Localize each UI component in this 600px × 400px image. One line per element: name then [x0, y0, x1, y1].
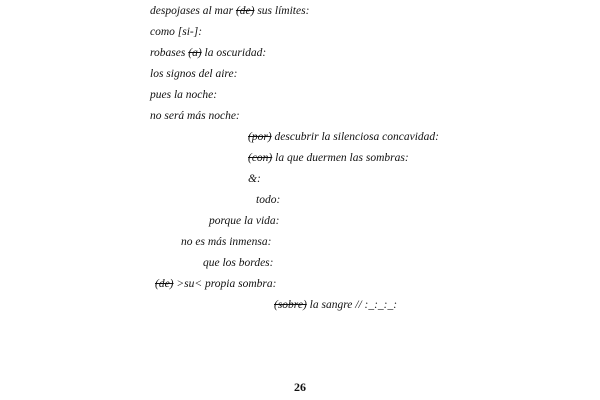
line-14-strikethrough: (de) — [155, 278, 174, 290]
poem-line-4 — [150, 67, 237, 81]
line-13-text: que los bordes: — [203, 257, 274, 269]
poem-line-3 — [150, 46, 266, 60]
line-15-strikethrough: (sobre) — [274, 299, 307, 311]
line-12-text: no es más inmensa: — [181, 236, 272, 248]
poem-line-6 — [150, 109, 240, 123]
line-9-text: &: — [248, 173, 261, 185]
line-11-text: porque la vida: — [209, 215, 280, 227]
page-number: 26 — [294, 380, 306, 394]
poem-line-7 — [248, 130, 439, 144]
poem-line-8 — [248, 151, 409, 165]
poem-line-13 — [203, 256, 273, 270]
line-3-text-a: robases — [150, 47, 189, 59]
line-7-text: descubrir la silenciosa concavidad: — [271, 131, 439, 143]
line-14-text: >su< propia sombra: — [173, 278, 277, 290]
line-3-text-b: la oscuridad: — [201, 47, 267, 59]
poem-line-5 — [150, 88, 217, 102]
line-15-text: la sangre // :_:_:_: — [306, 299, 398, 311]
poem-line-14 — [155, 277, 276, 291]
poem-line-10 — [256, 193, 280, 207]
line-1-text-b: sus límites: — [254, 5, 310, 17]
line-4-text: los signos del aire: — [150, 68, 238, 80]
line-2-text: como [si-]: — [150, 26, 203, 38]
line-10-text: todo: — [256, 194, 281, 206]
poem-line-12 — [181, 235, 271, 249]
line-1-text-a: despojases al mar — [150, 5, 236, 17]
line-5-text: pues la noche: — [150, 89, 218, 101]
poem-line-15 — [274, 298, 397, 312]
line-6-text: no será más noche: — [150, 110, 240, 122]
line-7-strikethrough: (por) — [248, 131, 272, 143]
poem-line-1 — [150, 4, 309, 18]
poem-line-11 — [209, 214, 279, 228]
line-8-strikethrough: (con) — [248, 152, 273, 164]
line-8-text: la que duermen las sombras: — [272, 152, 409, 164]
line-3-strikethrough: (a) — [188, 47, 202, 59]
poem-line-9 — [248, 172, 261, 186]
line-1-strikethrough: (de) — [235, 5, 255, 17]
poem-line-2 — [150, 25, 202, 39]
